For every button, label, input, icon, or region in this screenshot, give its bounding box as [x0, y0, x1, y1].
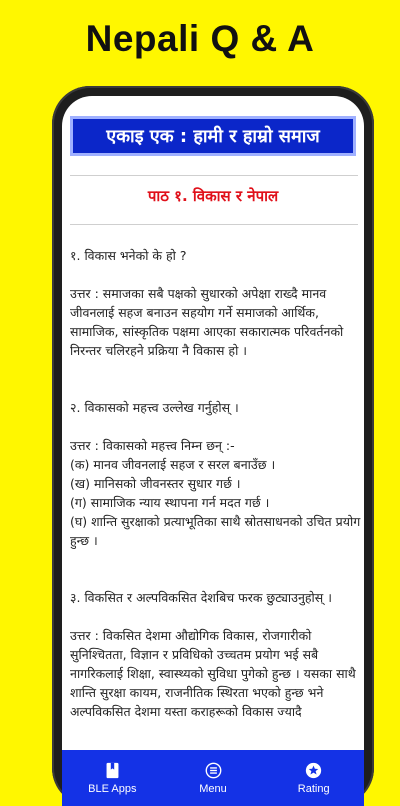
- answer-line: (घ) शान्ति सुरक्षाको प्रत्याभूतिका साथै स्रोतसाधनको उचित प्रयोग हुन्छ ।: [70, 514, 361, 548]
- book-icon: [104, 762, 121, 779]
- question: ३. विकसित र अल्पविकसित देशबिच फरक छुट्याउनुहोस् ।: [70, 590, 332, 605]
- answer-line: उत्तर : विकासको महत्त्व निम्न छन् :-: [70, 438, 235, 453]
- bottom-nav: [62, 750, 364, 806]
- divider: [70, 224, 358, 225]
- app-screen: [62, 96, 364, 806]
- nav-rating[interactable]: [263, 750, 364, 806]
- answer: उत्तर : समाजका सबै पक्षको सुधारको अपेक्षा राख्दै मानव जीवनलाई सहज बनाउन सहयोग गर्ने समाजको आर्थिक, सामाजिक, सांस्कृतिक पक्षमा आएका सकारात्मक परिवर्तनको निरन्तर चलिरहने प्रक्रिया नै विकास हो ।: [70, 286, 344, 358]
- star-icon: [305, 762, 322, 779]
- answer: [70, 436, 362, 550]
- nav-label: BLE Apps: [88, 782, 137, 795]
- answer: उत्तर : विकसित देशमा औद्योगिक विकास, रोजगारीको सुनिश्चितता, विज्ञान र प्रविधिको उच्चतम प्रयोग भई सबै नागरिकलाई शिक्षा, स्वास्थ्यको सुविधा पुगेको हुन्छ । यसका साथै शान्ति सुरक्षा कायम, राजनीतिक स्थिरता भएको हुन्छ भने अल्पविकसित देशमा यस्ता कराहरूको विकास ज्यादै: [70, 628, 356, 719]
- lesson-title: पाठ १. विकास र नेपाल: [147, 187, 279, 205]
- qa-content: [70, 246, 362, 759]
- answer-line: (क) मानव जीवनलाई सहज र सरल बनाउँछ ।: [70, 457, 276, 472]
- chapter-banner: एकाइ एक : हामी र हाम्रो समाज: [70, 116, 356, 156]
- promo-title: Nepali Q & A: [85, 18, 315, 59]
- question: २. विकासको महत्त्व उल्लेख गर्नुहोस् ।: [70, 400, 239, 415]
- answer-line: (ख) मानिसको जीवनस्तर सुधार गर्छ ।: [70, 476, 241, 491]
- divider: [70, 175, 358, 176]
- nav-menu[interactable]: [163, 750, 264, 806]
- question: १. विकास भनेको के हो ?: [70, 248, 187, 263]
- answer-line: (ग) सामाजिक न्याय स्थापना गर्न मदत गर्छ ।: [70, 495, 270, 510]
- nav-ble-apps[interactable]: [62, 750, 163, 806]
- phone-frame: [52, 86, 374, 806]
- nav-label: Menu: [199, 782, 227, 795]
- nav-label: Rating: [297, 782, 330, 795]
- menu-icon: [205, 762, 222, 779]
